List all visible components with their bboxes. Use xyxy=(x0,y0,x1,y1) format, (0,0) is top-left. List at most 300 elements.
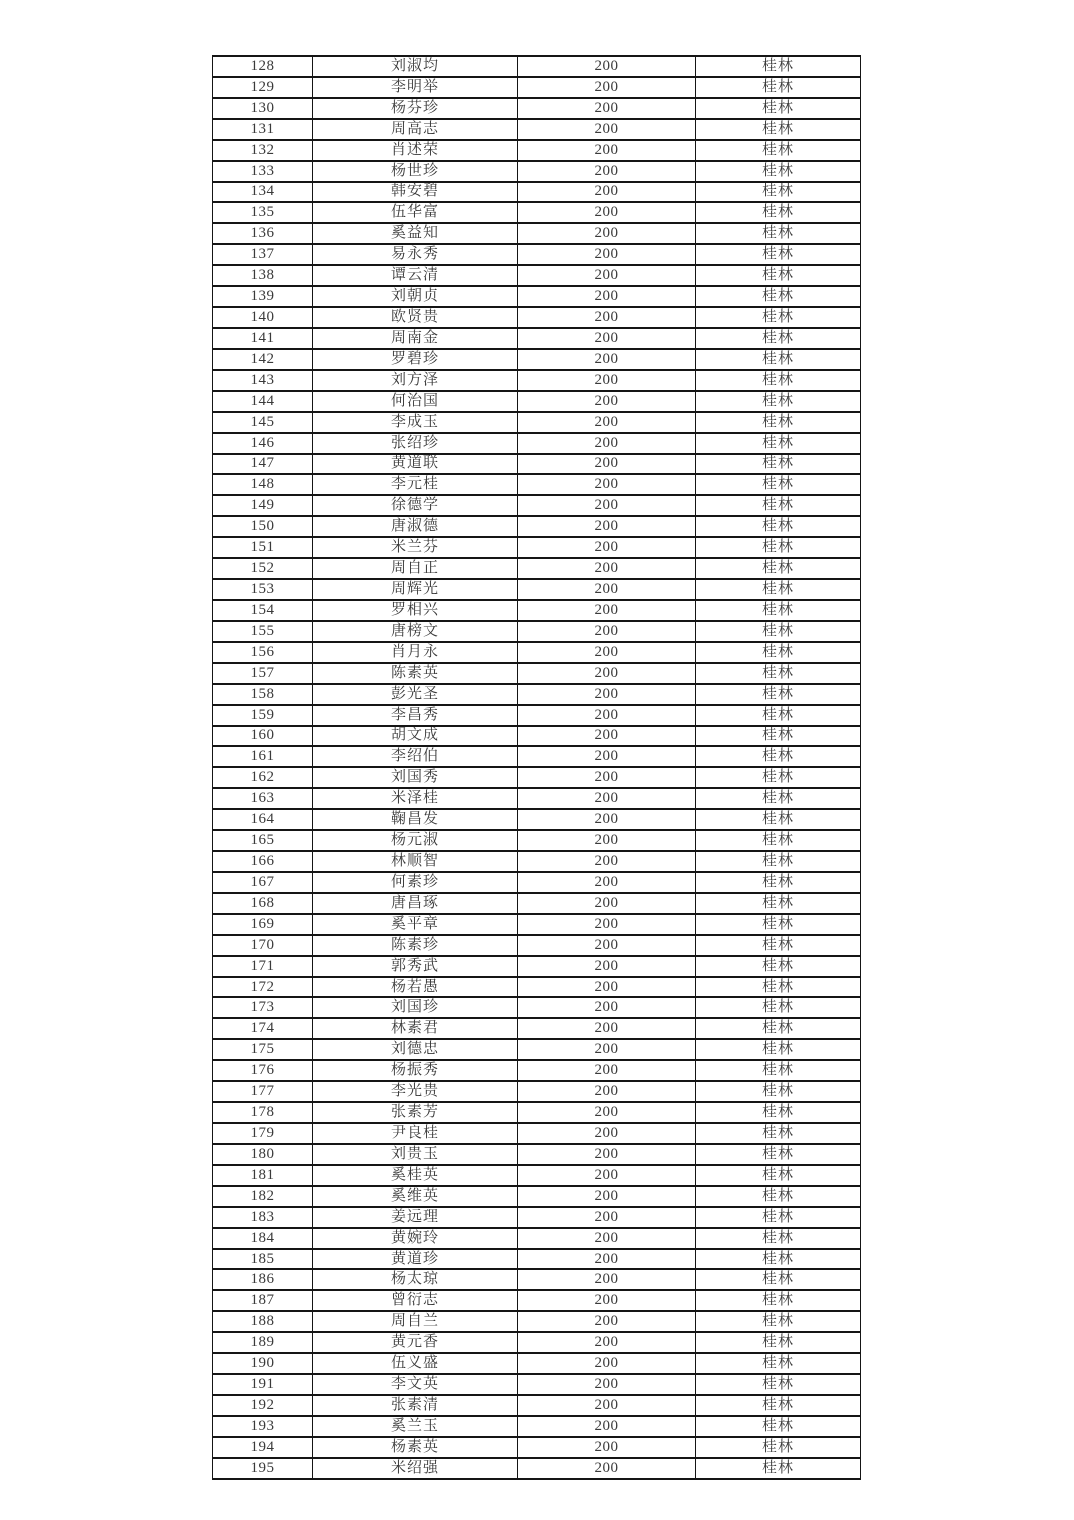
person-name-cell: 杨太琼 xyxy=(313,1269,518,1290)
person-name-cell: 杨若愚 xyxy=(313,977,518,998)
amount-cell: 200 xyxy=(518,1060,696,1081)
location-cell: 桂林 xyxy=(696,119,861,140)
person-name-cell: 肖述荣 xyxy=(313,140,518,161)
row-number-cell: 140 xyxy=(213,307,313,328)
row-number-cell: 176 xyxy=(213,1060,313,1081)
row-number-cell: 164 xyxy=(213,809,313,830)
row-number-cell: 171 xyxy=(213,956,313,977)
amount-cell: 200 xyxy=(518,1144,696,1165)
person-name-cell: 黄道珍 xyxy=(313,1249,518,1270)
person-name-cell: 罗碧珍 xyxy=(313,349,518,370)
location-cell: 桂林 xyxy=(696,223,861,244)
person-name-cell: 刘朝贞 xyxy=(313,286,518,307)
person-name-cell: 刘方泽 xyxy=(313,370,518,391)
table-row xyxy=(213,726,861,747)
amount-cell: 200 xyxy=(518,767,696,788)
row-number-cell: 136 xyxy=(213,223,313,244)
table-row xyxy=(213,1395,861,1416)
location-cell: 桂林 xyxy=(696,600,861,621)
table-row xyxy=(213,977,861,998)
amount-cell: 200 xyxy=(518,1437,696,1458)
amount-cell: 200 xyxy=(518,1249,696,1270)
table-row xyxy=(213,1228,861,1249)
row-number-cell: 143 xyxy=(213,370,313,391)
row-number-cell: 185 xyxy=(213,1249,313,1270)
table-row xyxy=(213,767,861,788)
table-row xyxy=(213,119,861,140)
table-row xyxy=(213,956,861,977)
table-row xyxy=(213,56,861,77)
amount-cell: 200 xyxy=(518,119,696,140)
table-row xyxy=(213,621,861,642)
amount-cell: 200 xyxy=(518,1165,696,1186)
amount-cell: 200 xyxy=(518,1458,696,1479)
row-number-cell: 141 xyxy=(213,328,313,349)
amount-cell: 200 xyxy=(518,391,696,412)
person-name-cell: 周南金 xyxy=(313,328,518,349)
person-name-cell: 杨振秀 xyxy=(313,1060,518,1081)
table-row xyxy=(213,788,861,809)
location-cell: 桂林 xyxy=(696,997,861,1018)
row-number-cell: 189 xyxy=(213,1332,313,1353)
row-number-cell: 169 xyxy=(213,914,313,935)
row-number-cell: 149 xyxy=(213,495,313,516)
location-cell: 桂林 xyxy=(696,621,861,642)
table-row xyxy=(213,1332,861,1353)
location-cell: 桂林 xyxy=(696,1060,861,1081)
table-row xyxy=(213,1374,861,1395)
table-row xyxy=(213,1165,861,1186)
amount-cell: 200 xyxy=(518,328,696,349)
person-name-cell: 杨素英 xyxy=(313,1437,518,1458)
location-cell: 桂林 xyxy=(696,328,861,349)
amount-cell: 200 xyxy=(518,914,696,935)
location-cell: 桂林 xyxy=(696,767,861,788)
table-row xyxy=(213,1437,861,1458)
location-cell: 桂林 xyxy=(696,663,861,684)
amount-cell: 200 xyxy=(518,663,696,684)
amount-cell: 200 xyxy=(518,161,696,182)
table-row xyxy=(213,328,861,349)
person-name-cell: 刘贵玉 xyxy=(313,1144,518,1165)
table-row xyxy=(213,1290,861,1311)
location-cell: 桂林 xyxy=(696,851,861,872)
location-cell: 桂林 xyxy=(696,1374,861,1395)
table-row xyxy=(213,1018,861,1039)
person-name-cell: 唐淑德 xyxy=(313,516,518,537)
location-cell: 桂林 xyxy=(696,1416,861,1437)
person-name-cell: 杨元淑 xyxy=(313,830,518,851)
table-row xyxy=(213,997,861,1018)
row-number-cell: 133 xyxy=(213,161,313,182)
table-row xyxy=(213,286,861,307)
table-row xyxy=(213,1311,861,1332)
table-row xyxy=(213,391,861,412)
row-number-cell: 166 xyxy=(213,851,313,872)
table-row xyxy=(213,851,861,872)
row-number-cell: 159 xyxy=(213,705,313,726)
amount-cell: 200 xyxy=(518,726,696,747)
amount-cell: 200 xyxy=(518,600,696,621)
location-cell: 桂林 xyxy=(696,98,861,119)
amount-cell: 200 xyxy=(518,642,696,663)
row-number-cell: 129 xyxy=(213,77,313,98)
amount-cell: 200 xyxy=(518,495,696,516)
table-row xyxy=(213,1416,861,1437)
person-name-cell: 郭秀武 xyxy=(313,956,518,977)
person-name-cell: 唐昌琢 xyxy=(313,893,518,914)
person-name-cell: 周辉光 xyxy=(313,579,518,600)
location-cell: 桂林 xyxy=(696,161,861,182)
person-name-cell: 李光贵 xyxy=(313,1081,518,1102)
table-row xyxy=(213,161,861,182)
person-name-cell: 李元桂 xyxy=(313,474,518,495)
location-cell: 桂林 xyxy=(696,1144,861,1165)
amount-cell: 200 xyxy=(518,454,696,475)
table-row xyxy=(213,140,861,161)
table-row xyxy=(213,495,861,516)
amount-cell: 200 xyxy=(518,1039,696,1060)
person-name-cell: 陈素英 xyxy=(313,663,518,684)
person-name-cell: 奚兰玉 xyxy=(313,1416,518,1437)
location-cell: 桂林 xyxy=(696,244,861,265)
table-row xyxy=(213,809,861,830)
location-cell: 桂林 xyxy=(696,349,861,370)
amount-cell: 200 xyxy=(518,788,696,809)
person-name-cell: 尹良桂 xyxy=(313,1123,518,1144)
row-number-cell: 177 xyxy=(213,1081,313,1102)
row-number-cell: 151 xyxy=(213,537,313,558)
amount-cell: 200 xyxy=(518,1228,696,1249)
amount-cell: 200 xyxy=(518,579,696,600)
table-row xyxy=(213,1060,861,1081)
amount-cell: 200 xyxy=(518,1102,696,1123)
amount-cell: 200 xyxy=(518,349,696,370)
amount-cell: 200 xyxy=(518,182,696,203)
row-number-cell: 167 xyxy=(213,872,313,893)
location-cell: 桂林 xyxy=(696,412,861,433)
table-row xyxy=(213,1207,861,1228)
person-name-cell: 李绍伯 xyxy=(313,746,518,767)
row-number-cell: 157 xyxy=(213,663,313,684)
location-cell: 桂林 xyxy=(696,77,861,98)
amount-cell: 200 xyxy=(518,1416,696,1437)
row-number-cell: 145 xyxy=(213,412,313,433)
row-number-cell: 160 xyxy=(213,726,313,747)
person-name-cell: 曾衍志 xyxy=(313,1290,518,1311)
person-name-cell: 何素珍 xyxy=(313,872,518,893)
person-name-cell: 黄道联 xyxy=(313,454,518,475)
amount-cell: 200 xyxy=(518,1353,696,1374)
table-row xyxy=(213,830,861,851)
person-name-cell: 何治国 xyxy=(313,391,518,412)
amount-cell: 200 xyxy=(518,830,696,851)
amount-cell: 200 xyxy=(518,77,696,98)
table-row xyxy=(213,454,861,475)
location-cell: 桂林 xyxy=(696,956,861,977)
amount-cell: 200 xyxy=(518,1311,696,1332)
person-name-cell: 伍义盛 xyxy=(313,1353,518,1374)
row-number-cell: 175 xyxy=(213,1039,313,1060)
table-row xyxy=(213,349,861,370)
person-name-cell: 李成玉 xyxy=(313,412,518,433)
row-number-cell: 163 xyxy=(213,788,313,809)
table-row xyxy=(213,370,861,391)
table-row xyxy=(213,474,861,495)
location-cell: 桂林 xyxy=(696,1249,861,1270)
table-row xyxy=(213,1249,861,1270)
amount-cell: 200 xyxy=(518,809,696,830)
row-number-cell: 186 xyxy=(213,1269,313,1290)
row-number-cell: 131 xyxy=(213,119,313,140)
location-cell: 桂林 xyxy=(696,1081,861,1102)
person-name-cell: 姜远理 xyxy=(313,1207,518,1228)
person-name-cell: 伍华富 xyxy=(313,202,518,223)
table-row xyxy=(213,746,861,767)
row-number-cell: 172 xyxy=(213,977,313,998)
location-cell: 桂林 xyxy=(696,495,861,516)
table-body xyxy=(213,56,861,1479)
location-cell: 桂林 xyxy=(696,726,861,747)
amount-cell: 200 xyxy=(518,558,696,579)
amount-cell: 200 xyxy=(518,265,696,286)
amount-cell: 200 xyxy=(518,307,696,328)
person-name-cell: 林素君 xyxy=(313,1018,518,1039)
table-row xyxy=(213,663,861,684)
amount-cell: 200 xyxy=(518,1123,696,1144)
amount-cell: 200 xyxy=(518,621,696,642)
row-number-cell: 170 xyxy=(213,935,313,956)
table-row xyxy=(213,244,861,265)
person-name-cell: 周自正 xyxy=(313,558,518,579)
location-cell: 桂林 xyxy=(696,1437,861,1458)
row-number-cell: 182 xyxy=(213,1186,313,1207)
person-name-cell: 黄婉玲 xyxy=(313,1228,518,1249)
table-row xyxy=(213,1102,861,1123)
person-name-cell: 李文英 xyxy=(313,1374,518,1395)
person-name-cell: 张素芳 xyxy=(313,1102,518,1123)
amount-cell: 200 xyxy=(518,684,696,705)
row-number-cell: 194 xyxy=(213,1437,313,1458)
row-number-cell: 155 xyxy=(213,621,313,642)
person-name-cell: 张绍珍 xyxy=(313,433,518,454)
location-cell: 桂林 xyxy=(696,474,861,495)
location-cell: 桂林 xyxy=(696,1332,861,1353)
person-name-cell: 欧贤贵 xyxy=(313,307,518,328)
location-cell: 桂林 xyxy=(696,579,861,600)
table-row xyxy=(213,1269,861,1290)
location-cell: 桂林 xyxy=(696,893,861,914)
row-number-cell: 135 xyxy=(213,202,313,223)
person-name-cell: 米兰芬 xyxy=(313,537,518,558)
row-number-cell: 165 xyxy=(213,830,313,851)
amount-cell: 200 xyxy=(518,202,696,223)
row-number-cell: 142 xyxy=(213,349,313,370)
amount-cell: 200 xyxy=(518,474,696,495)
amount-cell: 200 xyxy=(518,1186,696,1207)
table-row xyxy=(213,684,861,705)
amount-cell: 200 xyxy=(518,1395,696,1416)
row-number-cell: 192 xyxy=(213,1395,313,1416)
row-number-cell: 154 xyxy=(213,600,313,621)
location-cell: 桂林 xyxy=(696,1458,861,1479)
row-number-cell: 134 xyxy=(213,182,313,203)
person-name-cell: 谭云清 xyxy=(313,265,518,286)
amount-cell: 200 xyxy=(518,140,696,161)
location-cell: 桂林 xyxy=(696,788,861,809)
location-cell: 桂林 xyxy=(696,1102,861,1123)
location-cell: 桂林 xyxy=(696,977,861,998)
location-cell: 桂林 xyxy=(696,202,861,223)
table-row xyxy=(213,558,861,579)
location-cell: 桂林 xyxy=(696,935,861,956)
row-number-cell: 158 xyxy=(213,684,313,705)
table-row xyxy=(213,265,861,286)
location-cell: 桂林 xyxy=(696,1311,861,1332)
row-number-cell: 161 xyxy=(213,746,313,767)
location-cell: 桂林 xyxy=(696,433,861,454)
location-cell: 桂林 xyxy=(696,642,861,663)
row-number-cell: 162 xyxy=(213,767,313,788)
amount-cell: 200 xyxy=(518,977,696,998)
person-name-cell: 林顺智 xyxy=(313,851,518,872)
row-number-cell: 187 xyxy=(213,1290,313,1311)
table-row xyxy=(213,77,861,98)
person-name-cell: 陈素珍 xyxy=(313,935,518,956)
table-row xyxy=(213,600,861,621)
row-number-cell: 156 xyxy=(213,642,313,663)
table-row xyxy=(213,516,861,537)
table-row xyxy=(213,98,861,119)
location-cell: 桂林 xyxy=(696,1018,861,1039)
table-row xyxy=(213,579,861,600)
amount-cell: 200 xyxy=(518,433,696,454)
row-number-cell: 188 xyxy=(213,1311,313,1332)
location-cell: 桂林 xyxy=(696,746,861,767)
person-name-cell: 周自兰 xyxy=(313,1311,518,1332)
row-number-cell: 191 xyxy=(213,1374,313,1395)
location-cell: 桂林 xyxy=(696,286,861,307)
row-number-cell: 148 xyxy=(213,474,313,495)
amount-cell: 200 xyxy=(518,893,696,914)
person-name-cell: 杨芬珍 xyxy=(313,98,518,119)
person-name-cell: 米绍强 xyxy=(313,1458,518,1479)
amount-cell: 200 xyxy=(518,1207,696,1228)
person-name-cell: 李明举 xyxy=(313,77,518,98)
table-row xyxy=(213,872,861,893)
row-number-cell: 179 xyxy=(213,1123,313,1144)
location-cell: 桂林 xyxy=(696,809,861,830)
amount-cell: 200 xyxy=(518,851,696,872)
row-number-cell: 144 xyxy=(213,391,313,412)
amount-cell: 200 xyxy=(518,286,696,307)
location-cell: 桂林 xyxy=(696,370,861,391)
person-name-cell: 杨世珍 xyxy=(313,161,518,182)
row-number-cell: 152 xyxy=(213,558,313,579)
location-cell: 桂林 xyxy=(696,56,861,77)
table-row xyxy=(213,893,861,914)
table-row xyxy=(213,935,861,956)
row-number-cell: 184 xyxy=(213,1228,313,1249)
person-name-cell: 徐德学 xyxy=(313,495,518,516)
table-row xyxy=(213,1081,861,1102)
row-number-cell: 132 xyxy=(213,140,313,161)
row-number-cell: 153 xyxy=(213,579,313,600)
location-cell: 桂林 xyxy=(696,1186,861,1207)
row-number-cell: 128 xyxy=(213,56,313,77)
table-row xyxy=(213,1186,861,1207)
amount-cell: 200 xyxy=(518,872,696,893)
table-row xyxy=(213,202,861,223)
table-row xyxy=(213,1123,861,1144)
location-cell: 桂林 xyxy=(696,1228,861,1249)
person-name-cell: 米泽桂 xyxy=(313,788,518,809)
person-name-cell: 黄元香 xyxy=(313,1332,518,1353)
person-name-cell: 周高志 xyxy=(313,119,518,140)
location-cell: 桂林 xyxy=(696,1269,861,1290)
table-row xyxy=(213,182,861,203)
person-name-cell: 刘国珍 xyxy=(313,997,518,1018)
row-number-cell: 168 xyxy=(213,893,313,914)
row-number-cell: 137 xyxy=(213,244,313,265)
amount-cell: 200 xyxy=(518,1269,696,1290)
person-name-cell: 彭光圣 xyxy=(313,684,518,705)
person-name-cell: 韩安碧 xyxy=(313,182,518,203)
person-name-cell: 张素清 xyxy=(313,1395,518,1416)
person-name-cell: 奚维英 xyxy=(313,1186,518,1207)
location-cell: 桂林 xyxy=(696,1123,861,1144)
amount-cell: 200 xyxy=(518,412,696,433)
location-cell: 桂林 xyxy=(696,307,861,328)
row-number-cell: 173 xyxy=(213,997,313,1018)
table-row xyxy=(213,1144,861,1165)
table-row xyxy=(213,1039,861,1060)
amount-cell: 200 xyxy=(518,1018,696,1039)
person-name-cell: 鞠昌发 xyxy=(313,809,518,830)
location-cell: 桂林 xyxy=(696,830,861,851)
person-name-cell: 李昌秀 xyxy=(313,705,518,726)
location-cell: 桂林 xyxy=(696,454,861,475)
row-number-cell: 193 xyxy=(213,1416,313,1437)
row-number-cell: 180 xyxy=(213,1144,313,1165)
amount-cell: 200 xyxy=(518,516,696,537)
location-cell: 桂林 xyxy=(696,1165,861,1186)
amount-cell: 200 xyxy=(518,746,696,767)
location-cell: 桂林 xyxy=(696,705,861,726)
person-name-cell: 奚平章 xyxy=(313,914,518,935)
person-name-cell: 刘淑均 xyxy=(313,56,518,77)
data-table xyxy=(212,55,861,1480)
table-row xyxy=(213,1353,861,1374)
amount-cell: 200 xyxy=(518,956,696,977)
person-name-cell: 肖月永 xyxy=(313,642,518,663)
table-row xyxy=(213,223,861,244)
table-row xyxy=(213,412,861,433)
amount-cell: 200 xyxy=(518,997,696,1018)
person-name-cell: 奚桂英 xyxy=(313,1165,518,1186)
row-number-cell: 139 xyxy=(213,286,313,307)
amount-cell: 200 xyxy=(518,1290,696,1311)
location-cell: 桂林 xyxy=(696,558,861,579)
row-number-cell: 146 xyxy=(213,433,313,454)
amount-cell: 200 xyxy=(518,244,696,265)
person-name-cell: 奚益知 xyxy=(313,223,518,244)
row-number-cell: 178 xyxy=(213,1102,313,1123)
row-number-cell: 150 xyxy=(213,516,313,537)
table-row xyxy=(213,1458,861,1479)
person-name-cell: 易永秀 xyxy=(313,244,518,265)
location-cell: 桂林 xyxy=(696,516,861,537)
